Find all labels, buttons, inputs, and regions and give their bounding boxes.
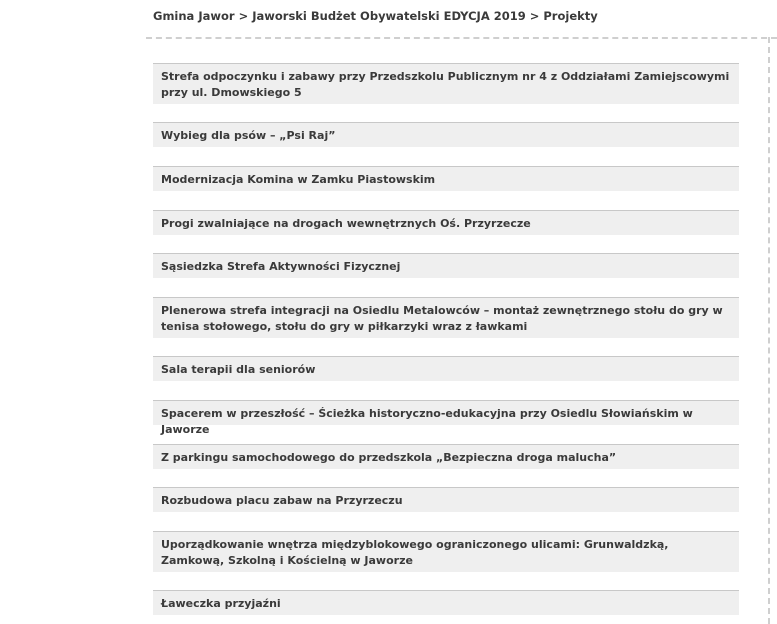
project-item[interactable] [153, 444, 739, 469]
project-item[interactable] [153, 297, 739, 338]
project-item[interactable] [153, 63, 739, 104]
breadcrumb-current: Projekty [543, 9, 598, 23]
project-item[interactable] [153, 166, 739, 191]
project-title[interactable]: Uporządkowanie wnętrza międzyblokowego ograniczonego ulicami: Grunwaldzką, Zamkową, Szkolną i Kościelną w Jaworze [161, 538, 669, 567]
project-title[interactable]: Rozbudowa placu zabaw na Przyrzeczu [161, 494, 403, 507]
project-item[interactable] [153, 531, 739, 572]
project-title[interactable]: Spacerem w przeszłość – Ścieżka historyczno-edukacyjna przy Osiedlu Słowiańskim w Jaworze [161, 407, 693, 436]
project-item[interactable] [153, 487, 739, 512]
project-item[interactable] [153, 590, 739, 615]
header-divider [146, 37, 777, 39]
project-title[interactable]: Progi zwalniające na drogach wewnętrznych Oś. Przyrzecze [161, 217, 531, 230]
project-title[interactable]: Sala terapii dla seniorów [161, 363, 316, 376]
project-title[interactable]: Ławeczka przyjaźni [161, 597, 281, 610]
breadcrumb [153, 9, 598, 23]
project-title[interactable]: Sąsiedzka Strefa Aktywności Fizycznej [161, 260, 401, 273]
project-item[interactable] [153, 400, 739, 436]
project-title[interactable]: Strefa odpoczynku i zabawy przy Przedszkolu Publicznym nr 4 z Oddziałami Zamiejscowymi przy ul. Dmowskiego 5 [161, 70, 730, 99]
project-title[interactable]: Wybieg dla psów – „Psi Raj” [161, 129, 336, 142]
project-item[interactable] [153, 122, 739, 147]
project-item[interactable] [153, 253, 739, 278]
breadcrumb-separator: > [238, 9, 249, 23]
breadcrumb-link-budzet[interactable]: Jaworski Budżet Obywatelski EDYCJA 2019 [252, 9, 526, 23]
side-divider [768, 37, 770, 624]
project-title[interactable]: Modernizacja Komina w Zamku Piastowskim [161, 173, 436, 186]
breadcrumb-link-gmina[interactable]: Gmina Jawor [153, 9, 235, 23]
project-title[interactable]: Plenerowa strefa integracji na Osiedlu Metalowców – montaż zewnętrznego stołu do gry w tenisa stołowego, stołu do gry w piłkarzyki wraz z ławkami [161, 304, 723, 333]
breadcrumb-separator: > [529, 9, 540, 23]
project-title[interactable]: Z parkingu samochodowego do przedszkola „Bezpieczna droga malucha” [161, 451, 617, 464]
project-item[interactable] [153, 356, 739, 381]
project-item[interactable] [153, 210, 739, 235]
